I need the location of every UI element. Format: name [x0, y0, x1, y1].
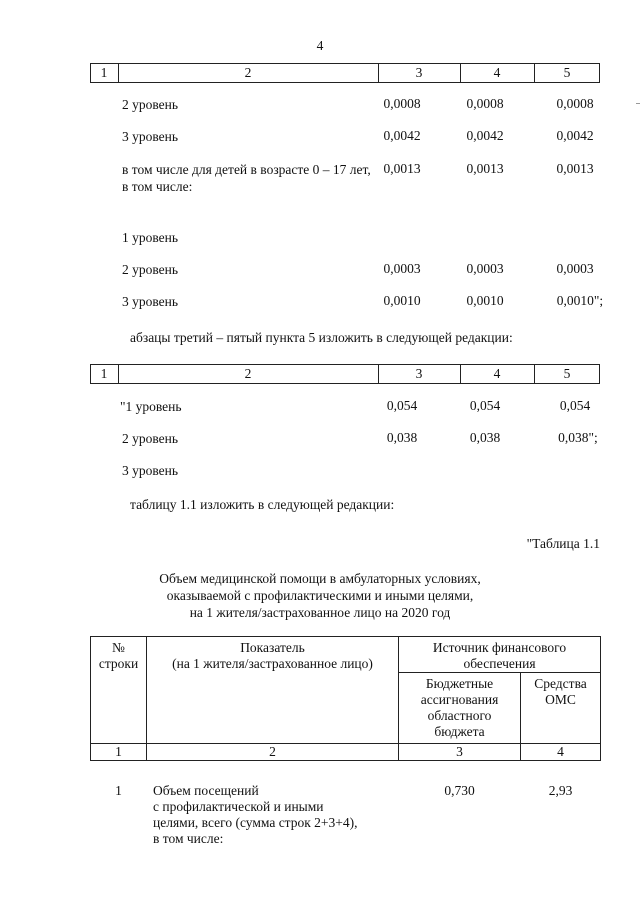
header-budget: ассигнования [420, 692, 499, 707]
table-title-line-1: Объем медицинской помощи в амбулаторных условиях, [159, 571, 481, 586]
scan-mark [636, 103, 640, 104]
value-col5: 0,0008 [556, 96, 594, 111]
paragraph-amendment-2: таблицу 1.1 изложить в следующей редакции: [130, 497, 395, 512]
value-col3: 0,0010 [383, 293, 421, 308]
value-col4: 0,0003 [466, 261, 504, 276]
value-col5: 0,0042 [556, 128, 594, 143]
col-number-4: 4 [557, 744, 564, 759]
value-col4: 0,0042 [466, 128, 504, 143]
col-header-5: 5 [563, 65, 571, 80]
table-a-header [90, 63, 600, 83]
value-col3: 0,0003 [383, 261, 421, 276]
value-col5: 0,0003 [556, 261, 594, 276]
col-number-1: 1 [115, 744, 122, 759]
row-oms-value: 2,93 [548, 783, 573, 798]
value-col5: 0,0013 [556, 161, 594, 176]
row-indicator-label: Объем посещений с профилактической и иными целями, всего (сумма строк 2+3+4), в том числе: [153, 783, 358, 846]
row-label: 3 уровень [122, 463, 179, 478]
value-col4: 0,0008 [466, 96, 504, 111]
header-oms: Средства [534, 676, 587, 691]
table-title-line-3: на 1 жителя/застрахованное лицо на 2020 год [189, 605, 451, 620]
value-col4: 0,038 [469, 430, 501, 445]
value-col4: 0,054 [469, 398, 501, 413]
header-budget: областного [427, 708, 492, 723]
row-label: "1 уровень [120, 399, 182, 414]
row-label: 2 уровень [122, 431, 179, 446]
row-label: в том числе для детей в возрасте 0 – 17 лет, в том числе: [122, 162, 371, 194]
header-budget: бюджета [434, 724, 485, 739]
header-funding-source: Источник финансового [432, 640, 567, 655]
header-row-number-symbol: № [112, 640, 125, 655]
col-header-5: 5 [563, 366, 571, 381]
row-label: 2 уровень [122, 262, 179, 277]
header-budget: Бюджетные [425, 676, 494, 691]
table-b-header [90, 364, 600, 384]
value-col5: 0,038"; [558, 430, 598, 445]
value-col5: 0,054 [559, 398, 591, 413]
col-header-2: 2 [244, 366, 252, 381]
paragraph-amendment-1: абзацы третий – пятый пункта 5 изложить в следующей редакции: [130, 330, 513, 345]
value-col3: 0,0013 [383, 161, 421, 176]
value-col3: 0,0042 [383, 128, 421, 143]
row-label: 1 уровень [122, 230, 179, 245]
row-budget-value: 0,730 [444, 783, 475, 798]
table-title-line-2: оказываемой с профилактическими и иными целями, [166, 588, 474, 603]
col-header-1: 1 [100, 65, 108, 80]
header-row-number-label: строки [98, 656, 139, 671]
value-col3: 0,038 [386, 430, 418, 445]
col-header-2: 2 [244, 65, 252, 80]
col-header-4: 4 [493, 366, 501, 381]
col-header-3: 3 [415, 65, 423, 80]
row-label: 2 уровень [122, 97, 179, 112]
row-number: 1 [115, 783, 122, 798]
value-col4: 0,0013 [466, 161, 504, 176]
header-indicator-unit: (на 1 жителя/застрахованное лицо) [172, 656, 373, 671]
col-header-4: 4 [493, 65, 501, 80]
value-col3: 0,0008 [383, 96, 421, 111]
page-number: 4 [316, 38, 324, 53]
value-col4: 0,0010 [466, 293, 504, 308]
header-funding-source-2: обеспечения [463, 656, 536, 671]
col-header-3: 3 [415, 366, 423, 381]
value-col5: 0,0010"; [556, 293, 604, 308]
row-label: 3 уровень [122, 294, 179, 309]
col-number-2: 2 [269, 744, 276, 759]
header-oms: ОМС [545, 692, 576, 707]
col-header-1: 1 [100, 366, 108, 381]
table-caption: "Таблица 1.1 [526, 536, 600, 551]
row-label: 3 уровень [122, 129, 179, 144]
header-indicator: Показатель [240, 640, 305, 655]
col-number-3: 3 [456, 744, 463, 759]
value-col3: 0,054 [386, 398, 418, 413]
